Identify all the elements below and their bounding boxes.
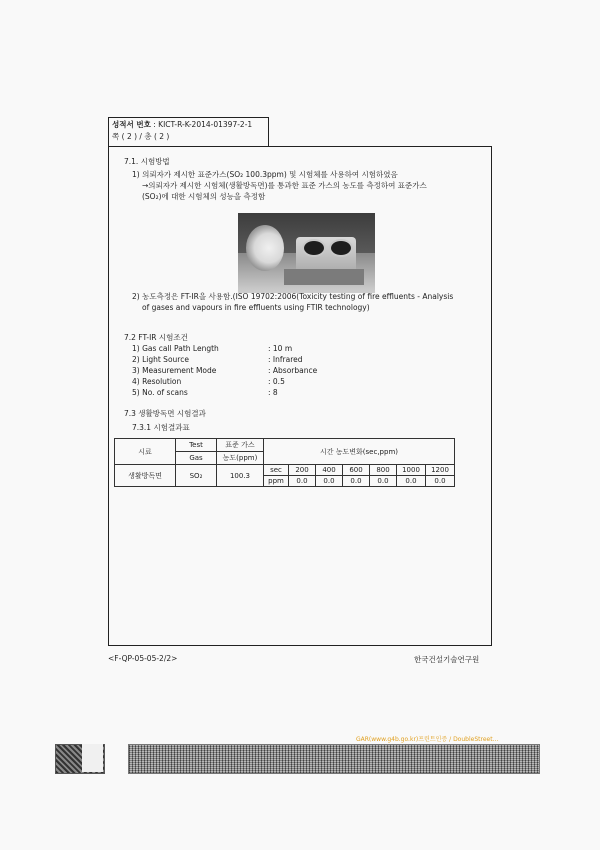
condition-value: : Infrared <box>268 355 303 364</box>
section-7-2-title: 7.2 FT-IR 시험조건 <box>124 333 188 342</box>
condition-label: 3) Measurement Mode <box>132 366 217 375</box>
condition-label: 2) Light Source <box>132 355 189 364</box>
method-item-1-line-2: →의뢰자가 제시한 시험체(생활방독면)를 통과한 표준 가스의 농도를 측정하여 표준가스 <box>142 181 427 190</box>
sample-name: 생활방독면 <box>115 465 176 487</box>
sec-cell: 1000 <box>397 465 426 476</box>
condition-label: 5) No. of scans <box>132 388 188 397</box>
results-table <box>114 438 455 487</box>
header-time-change: 시간 농도변화(sec,ppm) <box>264 439 455 465</box>
page-info: 쪽 ( 2 ) / 총 ( 2 ) <box>112 132 170 141</box>
security-band <box>128 744 540 774</box>
condition-label: 1) Gas call Path Length <box>132 344 219 353</box>
cert-number-label: 성적서 번호 <box>112 120 151 129</box>
header-test: Test <box>176 439 217 452</box>
sec-cell: 200 <box>289 465 316 476</box>
section-7-3-title: 7.3 생활방독면 시험결과 <box>124 409 206 418</box>
sec-cell: 1200 <box>426 465 455 476</box>
certificate-header <box>108 117 269 147</box>
header-std-gas: 표준 가스 <box>217 439 264 452</box>
header-gas: Gas <box>176 452 217 465</box>
section-7-3-1-title: 7.3.1 시험결과표 <box>132 423 190 432</box>
condition-value: : 10 m <box>268 344 293 353</box>
method-item-2-line-2: of gases and vapours in fire effluents using FTIR technology) <box>142 303 370 312</box>
test-specimen-photo <box>238 213 375 293</box>
row-label-ppm: ppm <box>264 476 289 487</box>
ppm-cell: 0.0 <box>343 476 370 487</box>
ppm-cell: 0.0 <box>289 476 316 487</box>
institute-name: 한국건설기술연구원 <box>414 655 480 664</box>
method-item-2-line-1: 2) 농도측정은 FT-IR을 사용함.(ISO 19702:2006(Toxicity testing of fire effluents - Analysis <box>132 292 454 301</box>
header-std-conc: 농도(ppm) <box>217 452 264 465</box>
condition-label: 4) Resolution <box>132 377 182 386</box>
method-item-1-line-1: 1) 의뢰자가 제시한 표준가스(SO₂ 100.3ppm) 및 시험체를 사용하여 시험하였음 <box>132 170 398 179</box>
form-code: <F-QP-05-05-2/2> <box>108 654 178 663</box>
sec-cell: 800 <box>370 465 397 476</box>
ppm-cell: 0.0 <box>316 476 343 487</box>
gas-name: SO₂ <box>176 465 217 487</box>
print-watermark: GAR(www.g4b.go.kr)프린트인증 / DoubleStreet... <box>356 736 499 743</box>
method-item-1-line-3: (SO₂)에 대한 시험체의 성능을 측정함 <box>142 192 266 201</box>
row-label-sec: sec <box>264 465 289 476</box>
condition-value: : 8 <box>268 388 278 397</box>
barcode-blank <box>82 744 103 772</box>
condition-value: : 0.5 <box>268 377 285 386</box>
cert-number: : KICT-R-K-2014-01397-2-1 <box>153 120 253 129</box>
header-sample: 시료 <box>115 439 176 465</box>
section-7-1-title: 7.1. 시험방법 <box>124 157 170 166</box>
sec-cell: 400 <box>316 465 343 476</box>
sec-cell: 600 <box>343 465 370 476</box>
condition-value: : Absorbance <box>268 366 318 375</box>
std-concentration: 100.3 <box>217 465 264 487</box>
ppm-cell: 0.0 <box>370 476 397 487</box>
ppm-cell: 0.0 <box>426 476 455 487</box>
ppm-cell: 0.0 <box>397 476 426 487</box>
table-row <box>115 465 455 476</box>
